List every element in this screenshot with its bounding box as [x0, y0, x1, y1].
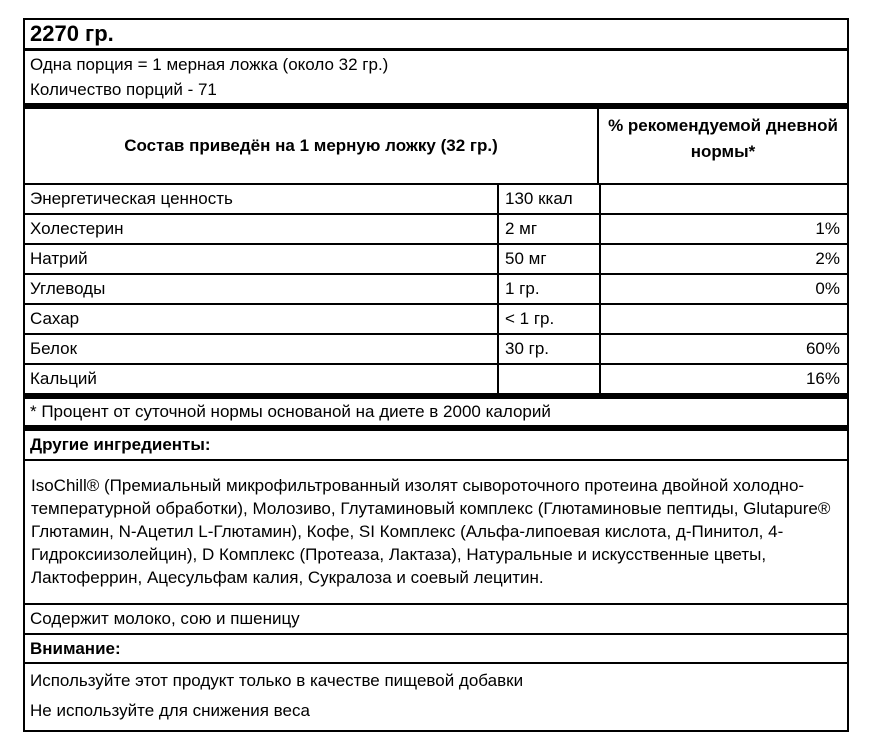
warning-text	[25, 662, 847, 730]
package-weight: 2270 гр.	[30, 21, 114, 46]
nutrient-amount: 50 мг	[497, 245, 599, 273]
daily-value-footnote: * Процент от суточной нормы основаной на диете в 2000 калорий	[30, 402, 551, 421]
nutrient-amount: < 1 гр.	[497, 305, 599, 333]
warning-line-weight-loss: Не используйте для снижения веса	[30, 701, 310, 720]
table-row	[25, 303, 847, 333]
serving-size-line: Одна порция = 1 мерная ложка (около 32 гр.)	[30, 55, 389, 74]
warning-title: Внимание:	[25, 633, 847, 662]
warning-line-supplement: Используйте этот продукт только в качестве пищевой добавки	[30, 671, 524, 690]
nutrient-dv: 60%	[599, 335, 847, 363]
table-row	[25, 243, 847, 273]
nutrient-dv	[599, 185, 847, 213]
nutrient-name: Холестерин	[30, 219, 124, 238]
nutrient-name: Энергетическая ценность	[30, 189, 233, 208]
nutrient-dv: 0%	[599, 275, 847, 303]
table-row	[25, 333, 847, 363]
nutrient-name: Кальций	[30, 369, 97, 388]
nutrient-amount: 30 гр.	[497, 335, 599, 363]
nutrient-dv: 16%	[599, 365, 847, 393]
serving-info	[25, 48, 847, 103]
nutrient-dv: 2%	[599, 245, 847, 273]
nutrient-amount	[497, 365, 599, 393]
nutrient-name: Натрий	[30, 249, 88, 268]
table-header-daily-value: % рекомендуемой дневной нормы*	[597, 109, 847, 183]
nutrient-name: Сахар	[30, 309, 80, 328]
other-ingredients-title: Другие ингредиенты:	[30, 435, 211, 454]
table-row	[25, 213, 847, 243]
other-ingredients-text: IsoChill® (Премиальный микрофильтрованный изолят сывороточного протеина двойной холодно-температурной обработки), Молозиво, Глутаминовый комплекс (Глютаминовые пептиды, Glutapure® Глютамин, N-Ацетил L-Глютамин), Кофе, SI Комплекс (Альфа-липоевая кислота, д-Пинитол, 4-Гидроксиизолейцин), D Комплекс (Протеаза, Лактаза), Натуральные и искусственные цветы, Лактоферрин, Ацесульфам калия, Сукралоза и соевый лецитин.	[25, 459, 847, 603]
table-row	[25, 183, 847, 213]
nutrition-table	[25, 109, 847, 425]
nutrient-amount: 130 ккал	[497, 185, 599, 213]
nutrient-amount: 2 мг	[497, 215, 599, 243]
nutrient-dv	[599, 305, 847, 333]
nutrition-label	[23, 18, 849, 732]
allergen-statement: Содержит молоко, сою и пшеницу	[25, 603, 847, 633]
nutrient-name: Углеводы	[30, 279, 106, 298]
table-row	[25, 363, 847, 393]
nutrient-amount: 1 гр.	[497, 275, 599, 303]
nutrient-name: Белок	[30, 339, 78, 358]
servings-per-container-line: Количество порций - 71	[30, 80, 217, 99]
nutrient-dv: 1%	[599, 215, 847, 243]
table-header-composition: Состав приведён на 1 мерную ложку (32 гр.)	[124, 136, 498, 155]
table-row	[25, 273, 847, 303]
table-header-row	[25, 109, 847, 183]
